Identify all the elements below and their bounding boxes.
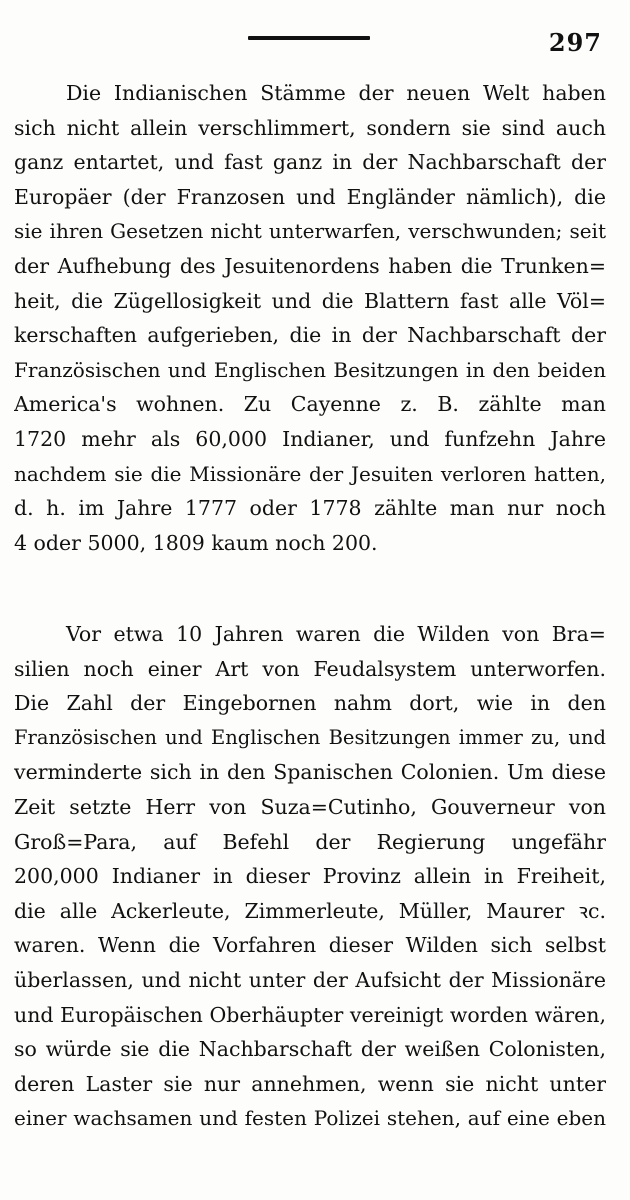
text-line: Vor etwa 10 Jahren waren die Wilden von Bra= bbox=[66, 622, 606, 646]
text-line: deren Laster sie nur annehmen, wenn sie nicht unter bbox=[14, 1071, 606, 1096]
text-line: überlassen, und nicht unter der Aufsicht der Missionäre bbox=[14, 967, 606, 992]
text-line: sie ihren Gesetzen nicht unterwarfen, verschwunden; seit bbox=[14, 219, 606, 244]
text-line: ganz entartet, und fast ganz in der Nachbarschaft der bbox=[14, 150, 606, 175]
text-line: 200,000 Indianer in dieser Provinz allein in Freiheit, bbox=[14, 864, 606, 889]
text-line: der Aufhebung des Jesuitenordens haben die Trunken= bbox=[14, 253, 606, 278]
text-line: sich nicht allein verschlimmert, sondern sie sind auch bbox=[14, 115, 606, 140]
text-line: America's wohnen. Zu Cayenne z. B. zählte man bbox=[14, 392, 606, 417]
text-line: 4 oder 5000, 1809 kaum noch 200. bbox=[14, 530, 378, 555]
paragraph-1 bbox=[14, 76, 606, 560]
text-line: heit, die Zügellosigkeit und die Blattern fast alle Völ= bbox=[14, 288, 606, 313]
text-line: silien noch einer Art von Feudalsystem unterworfen. bbox=[14, 656, 606, 681]
text-line: einer wachsamen und festen Polizei stehen, auf eine eben bbox=[14, 1106, 606, 1131]
text-line: waren. Wenn die Vorfahren dieser Wilden sich selbst bbox=[14, 933, 606, 958]
text-line: nachdem sie die Missionäre der Jesuiten verloren hatten, bbox=[14, 461, 606, 486]
text-line: Zeit setzte Herr von Suza=Cutinho, Gouverneur von bbox=[14, 794, 606, 819]
text-line: die alle Ackerleute, Zimmerleute, Müller, Maurer ꝛc. bbox=[14, 898, 606, 923]
text-line: Französischen und Englischen Besitzungen immer zu, und bbox=[14, 725, 606, 749]
text-line: d. h. im Jahre 1777 oder 1778 zählte man nur noch bbox=[14, 496, 606, 521]
text-line: kerschaften aufgerieben, die in der Nachbarschaft der bbox=[14, 323, 606, 348]
text-line: Europäer (der Franzosen und Engländer nämlich), die bbox=[14, 184, 606, 209]
text-line: so würde sie die Nachbarschaft der weißen Colonisten, bbox=[14, 1037, 606, 1062]
text-line: und Europäischen Oberhäupter vereinigt worden wären, bbox=[14, 1002, 606, 1027]
text-line: Französischen und Englischen Besitzungen in den beiden bbox=[14, 357, 606, 382]
text-line: Die Indianischen Stämme der neuen Welt haben bbox=[66, 81, 606, 105]
text-line: Die Zahl der Eingebornen nahm dort, wie in den bbox=[14, 691, 606, 716]
paragraph-2 bbox=[14, 617, 606, 1136]
text-line: verminderte sich in den Spanischen Colonien. Um diese bbox=[14, 760, 606, 785]
page-number: 297 bbox=[548, 28, 602, 57]
text-line: 1720 mehr als 60,000 Indianer, und funfzehn Jahre bbox=[14, 426, 606, 451]
header-rule bbox=[248, 36, 370, 40]
text-line: Groß=Para, auf Befehl der Regierung ungefähr bbox=[14, 829, 606, 854]
